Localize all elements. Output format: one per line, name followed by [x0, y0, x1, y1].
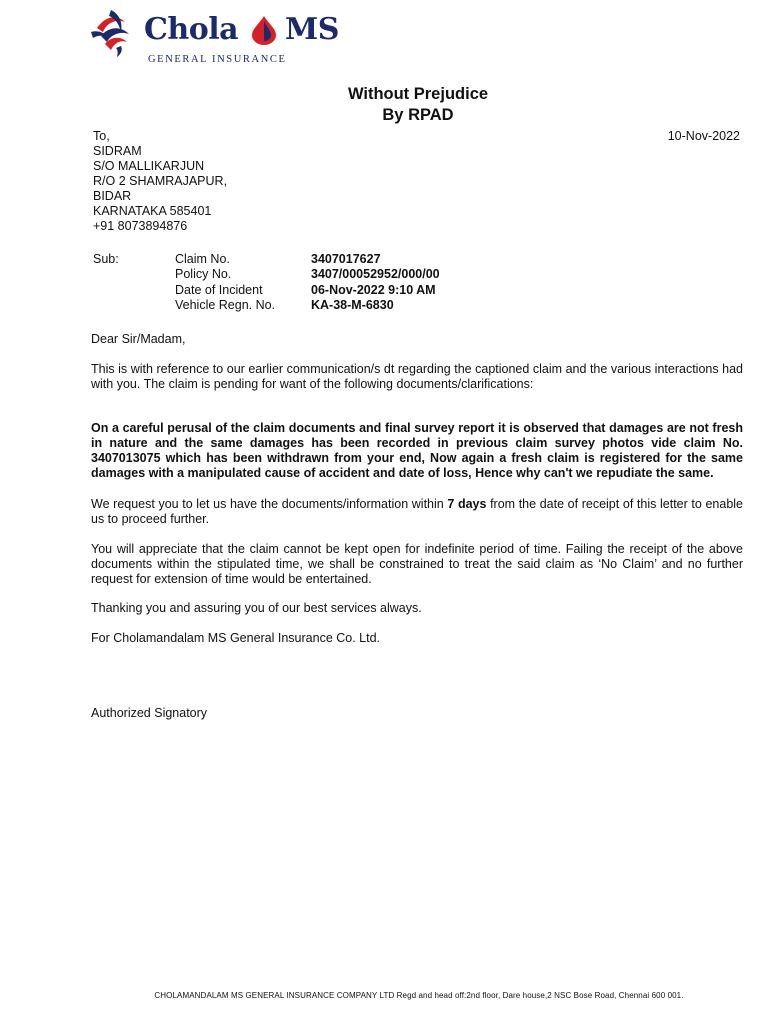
letter-date: 10-Nov-2022 — [667, 129, 740, 143]
field-date-of-incident-value: 06-Nov-2022 9:10 AM — [311, 282, 436, 297]
field-vehicle-regn-value: KA-38-M-6830 — [311, 297, 394, 312]
field-policy-no-label: Policy No. — [175, 267, 232, 282]
address-to: To, — [93, 129, 110, 143]
field-claim-no-value: 3407017627 — [311, 252, 381, 266]
address-line: SIDRAM — [93, 144, 142, 158]
address-line: KARNATAKA 585401 — [93, 204, 212, 218]
logo-brand-right: MS — [285, 12, 339, 47]
salutation: Dear Sir/Madam, — [91, 332, 186, 346]
field-date-of-incident-label: Date of Incident — [175, 282, 263, 297]
field-claim-no-label: Claim No. — [175, 252, 230, 266]
request-text-end: from the date of receipt of this letter to enable us to proceed further. — [91, 497, 743, 526]
request-text-start: We request you to let us have the documents/information within — [91, 497, 448, 511]
title-without-prejudice: Without Prejudice — [347, 85, 489, 103]
request-deadline: 7 days — [447, 497, 487, 511]
authorized-signatory: Authorized Signatory — [91, 706, 208, 720]
field-vehicle-regn-label: Vehicle Regn. No. — [175, 297, 276, 312]
paragraph-observation: On a careful perusal of the claim documents and final survey report it is observed that damages are not fresh in nature and the same damages has been recorded in previous claim survey photos vide claim No. 3407013075 which has been withdrawn from your end, Now again a fresh claim is registered for the same damages with a manipulated cause of accident and date of loss, Hence why can't we repudiate the same. — [91, 421, 743, 480]
address-line: R/O 2 SHAMRAJAPUR, — [93, 174, 228, 188]
field-policy-no-value: 3407/00052952/000/00 — [311, 267, 440, 282]
address-line: S/O MALLIKARJUN — [93, 159, 205, 173]
chola-ms-logo-icon — [91, 6, 143, 58]
subject-label: Sub: — [93, 252, 119, 266]
paragraph-request — [91, 497, 743, 527]
paragraph-reference: This is with reference to our earlier communication/s dt regarding the captioned claim and the various interactions had with you. The claim is pending for want of the following documents/clarifications: — [91, 362, 743, 391]
footer-address: CHOLAMANDALAM MS GENERAL INSURANCE COMPANY LTD Regd and head off:2nd floor, Dare house,2 NSC Bose Road, Chennai 600 001. — [154, 991, 684, 1000]
subject-fields — [175, 252, 275, 313]
address-line: BIDAR — [93, 189, 132, 203]
logo-drop-icon — [249, 15, 279, 45]
address-line: +91 8073894876 — [93, 219, 188, 233]
paragraph-thanks: Thanking you and assuring you of our best services always. — [91, 601, 422, 615]
logo-subtitle: GENERAL INSURANCE — [148, 54, 287, 65]
company-signoff: For Cholamandalam MS General Insurance Co. Ltd. — [91, 631, 381, 645]
title-by-rpad: By RPAD — [382, 106, 454, 124]
recipient-address — [93, 129, 227, 234]
logo-brand-left: Chola — [144, 12, 239, 47]
company-logo — [91, 6, 341, 68]
paragraph-no-claim-warning: You will appreciate that the claim cannot be kept open for indefinite period of time. Failing the receipt of the above documents within the stipulated time, we shall be constrained to treat the said claim as ‘No Claim’ and no further request for extension of time would be entertained. — [91, 542, 743, 586]
subject-values — [311, 252, 440, 313]
